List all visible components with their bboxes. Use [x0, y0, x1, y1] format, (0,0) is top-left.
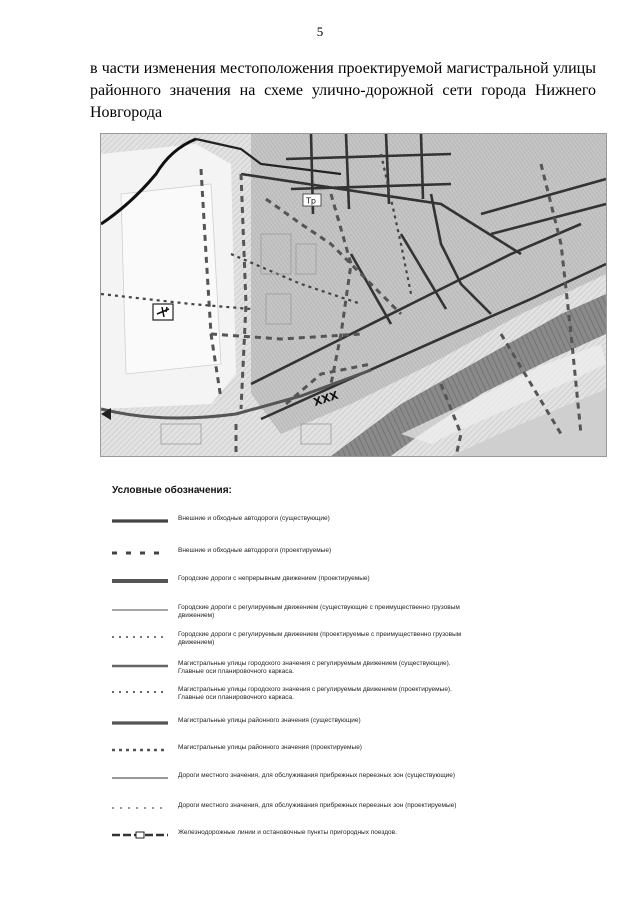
legend-item: [112, 772, 492, 802]
legend-swatch: [112, 774, 168, 782]
intro-line-2: районного значения на схеме улично-дорожной сети города Нижнего: [90, 82, 596, 99]
legend-text: Дороги местного значения, для обслуживания прибрежных переезных зон (проектируемые): [178, 802, 457, 809]
legend-item: [112, 686, 492, 716]
legend-text: Магистральные улицы районного значения (проектируемые): [178, 744, 362, 751]
legend-swatch: [112, 688, 168, 696]
legend-text: Внешние и обходные автодороги (существующие): [178, 515, 330, 522]
legend-item: [112, 604, 492, 634]
intro-line-3: Новгорода: [90, 104, 163, 121]
legend-text: Магистральные улицы районного значения (существующие): [178, 717, 361, 724]
legend-swatch: [112, 662, 168, 670]
legend-text: Внешние и обходные автодороги (проектируемые): [178, 547, 332, 554]
legend-item: [112, 717, 492, 747]
legend-text: Городские дороги с регулируемым движением (существующие с преимущественно грузовым движением): [178, 604, 460, 619]
legend-swatch: [112, 517, 168, 525]
legend-swatch: [112, 549, 168, 557]
legend-swatch: [112, 746, 168, 754]
legend-text: Магистральные улицы городского значения с регулируемым движением (проектируемые). Главные оси планировочного каркаса.: [178, 686, 452, 701]
legend-swatch: [112, 719, 168, 727]
intro-paragraph: [90, 58, 596, 124]
label-tr-box: [303, 194, 321, 206]
legend-swatch: [112, 804, 168, 812]
legend-text: Городские дороги с непрерывным движением (проектируемые): [178, 575, 370, 582]
legend-item: [112, 575, 492, 605]
page-number: 5: [316, 24, 324, 39]
legend-text: Магистральные улицы городского значения с регулируемым движением (существующие). Главные оси планировочного каркаса.: [178, 660, 451, 675]
street-network-map: [100, 133, 607, 457]
legend-item: [112, 515, 492, 545]
legend-text: Железнодорожные линии и остановочные пункты пригородных поездов.: [178, 829, 397, 836]
intro-line-1: в части изменения местоположения проектируемой магистральной улицы: [90, 60, 596, 77]
legend-item: [112, 547, 492, 577]
label-tr: Тр: [306, 196, 316, 206]
legend-item: [112, 631, 492, 661]
legend-text: Дороги местного значения, для обслуживания прибрежных переезных зон (существующие): [178, 772, 456, 779]
legend-swatch: [112, 831, 168, 839]
legend-swatch: [112, 577, 168, 585]
legend-swatch: [112, 633, 168, 641]
legend-swatch: [112, 606, 168, 614]
road-break-mark: XXX: [311, 388, 341, 409]
legend-text: Городские дороги с регулируемым движением (проектируемые с преимущественно грузовым движением): [178, 631, 462, 646]
airplane-icon: [153, 304, 173, 320]
legend-title: Условные обозначения:: [112, 485, 232, 496]
legend-item: [112, 802, 492, 832]
legend-item: [112, 744, 492, 774]
map-legend: [112, 485, 492, 836]
legend-item: [112, 829, 492, 859]
